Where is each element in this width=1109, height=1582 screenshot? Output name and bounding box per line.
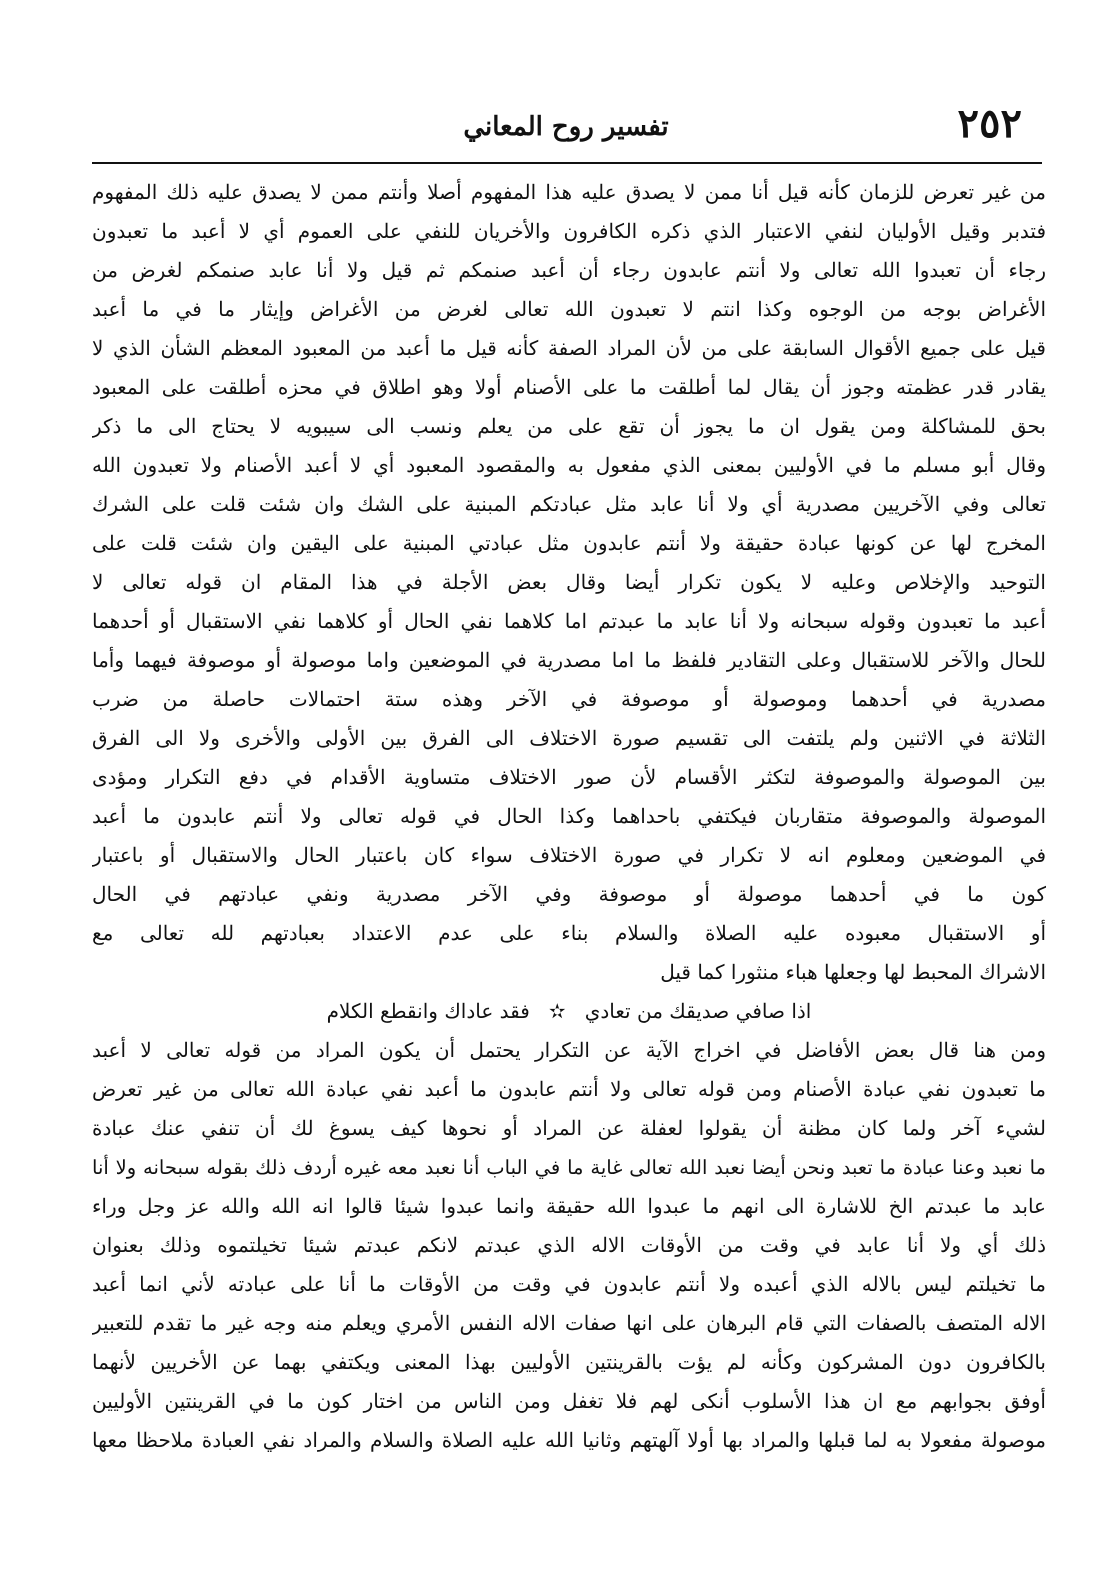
text-line: وقال أبو مسلم ما في الأوليين بمعنى الذي مفعول به والمقصود المعبود أي لا أعبد الأصنام ولا تعبدون الله [92,453,1046,477]
text-line: قيل على جميع الأقوال السابقة على من لأن المراد الصفة كأنه قيل ما أعبد من المعبود المعظم الشأن الذي لا [92,336,1046,360]
text-line: الاله المتصف بالصفات التي قام البرهان على انها صفات الاله النفس الأمري ويعلم منه وجه غير ما تقدم للتعبير [92,1311,1046,1335]
text-line: ما تخيلتم ليس بالاله الذي أعبده ولا أنتم عابدون في وقت من الأوقات ما أنا على عبادته لأني انما أعبد [92,1272,1046,1296]
text-line: بالكافرون دون المشركون وكأنه لم يؤت بالقرينتين الأوليين بهذا المعنى ويكتفي بهما عن الأخريين لأنهما [92,1350,1046,1374]
text-line: أوفق بجوابهم مع ان هذا الأسلوب أنكى لهم فلا تغفل ومن الناس من اختار كون ما في القرينتين الأوليين [92,1389,1046,1413]
page-header [92,98,1040,162]
header-rule [92,162,1042,164]
text-line: من غير تعرض للزمان كأنه قيل أنا ممن لا يصدق عليه هذا المفهوم أصلا وأنتم ممن لا يصدق عليه ذلك المفهوم [92,180,1046,204]
text-line: الاشراك المحبط لها وجعلها هباء منثورا كما قيل [660,960,1046,984]
poetry-verse [92,992,1046,1031]
text-line: فتدبر وقيل الأوليان لنفي الاعتبار الذي ذكره الكافرون والأخريان للنفي على العموم أي لا أعبد ما تعبدون [92,219,1046,243]
text-line: تعالى وفي الآخريين مصدرية أي ولا أنا عابد مثل عبادتكم المبنية على الشك وان شئت قلت على الشرك [92,492,1046,516]
verse-hemistich-1: اذا صافي صديقك من تعادي [584,999,812,1023]
text-line: مصدرية في أحدهما وموصولة أو موصوفة في الآخر وهذه ستة احتمالات حاصلة من ضرب [92,687,1046,711]
verse-separator-icon: ✫ [548,999,566,1023]
page-number: ٢٥٢ [957,100,1022,147]
text-line: كون ما في أحدهما موصولة أو موصوفة وفي الآخر مصدرية ونفي عبادتهم في الحال [92,882,1046,906]
text-line: أعبد ما تعبدون وقوله سبحانه ولا أنا عابد ما عبدتم اما كلاهما نفي الحال أو كلاهما نفي الاستقبال أو أحدهما [92,609,1046,633]
text-line: المخرج لها عن كونها عبادة حقيقة ولا أنتم عابدون مثل عبادتي المبنية على اليقين وان شئت قلت على [92,531,1046,555]
text-line: ذلك أي ولا أنا عابد في وقت من الأوقات الاله الذي عبدتم لانكم عبدتم شيئا تخيلتموه وذلك بعنوان [92,1233,1046,1257]
text-line: الثلاثة في الاثنين ولم يلتفت الى تقسيم صورة الاختلاف الى الفرق بين الأولى والأخرى ولا الى الفرق [92,726,1046,750]
text-line: للحال والآخر للاستقبال وعلى التقادير فلفظ ما اما مصدرية في الموضعين واما موصولة أو موصوفة فيهما وأما [92,648,1046,672]
text-line: يقادر قدر عظمته وجوز أن يقال لما أطلقت ما على الأصنام أولا وهو اطلاق في محزه أطلقت على المعبود [92,375,1046,399]
text-line: بين الموصولة والموصوفة لتكثر الأقسام لأن صور الاختلاف متساوية الأقدام في دفع التكرار ومؤدى [92,765,1046,789]
text-line: رجاء أن تعبدوا الله تعالى ولا أنتم عابدون رجاء أن أعبد صنمكم ثم قيل ولا أنا عابد صنمكم لغرض من [92,258,1046,282]
verse-hemistich-2: فقد عاداك وانقطع الكلام [326,999,530,1023]
text-line: ما نعبد وعنا عبادة ما تعبد ونحن أيضا نعبد الله تعالى غاية ما في الباب أنا نعبد معه غيره أردف ذلك بقوله سبحانه ولا أنا [92,1156,1046,1179]
text-body [92,173,1046,1460]
text-line: ومن هنا قال بعض الأفاضل في اخراج الآية عن التكرار يحتمل أن يكون المراد من قوله تعالى لا أعبد [92,1038,1046,1062]
text-line: الموصولة والموصوفة متقاربان فيكتفي باحداهما وكذا الحال في قوله تعالى ولا أنتم عابدون ما أعبد [92,804,1046,828]
text-line: التوحيد والإخلاص وعليه لا يكون تكرار أيضا وقال بعض الأجلة في هذا المقام ان قوله تعالى لا [92,570,1046,594]
text-line: أو الاستقبال معبوده عليه الصلاة والسلام بناء على عدم الاعتداد بعبادتهم لله تعالى مع [92,921,1046,945]
text-line: الأغراض بوجه من الوجوه وكذا انتم لا تعبدون الله تعالى لغرض من الأغراض وإيثار ما في ما أعبد [92,297,1046,321]
text-line: ما تعبدون نفي عبادة الأصنام ومن قوله تعالى ولا أنتم عابدون ما أعبد نفي عبادة الله تعالى من غير تعرض [92,1077,1046,1101]
text-line: في الموضعين ومعلوم انه لا تكرار في صورة الاختلاف سواء كان باعتبار الحال والاستقبال أو باعتبار [92,843,1046,867]
running-title: تفسير روح المعاني [463,112,669,142]
text-line: موصولة مفعولا به لما قبلها والمراد بها أولا آلهتهم وثانيا الله عليه الصلاة والسلام والمراد نفي العبادة ملاحظا معها [92,1428,1046,1452]
text-line: عابد ما عبدتم الخ للاشارة الى انهم ما عبدوا الله حقيقة وانما عبدوا شيئا قالوا انه الله والله عز وجل وراء [92,1194,1046,1218]
text-line: لشيء آخر ولما كان مظنة أن يقولوا لعفلة عن المراد أو نحوها كيف يسوغ لك أن تنفي عنك عبادة [92,1116,1046,1140]
text-line: بحق للمشاكلة ومن يقول ان ما يجوز أن تقع على من يعلم ونسب الى سيبويه لا يحتاج الى ما ذكر [92,414,1046,438]
